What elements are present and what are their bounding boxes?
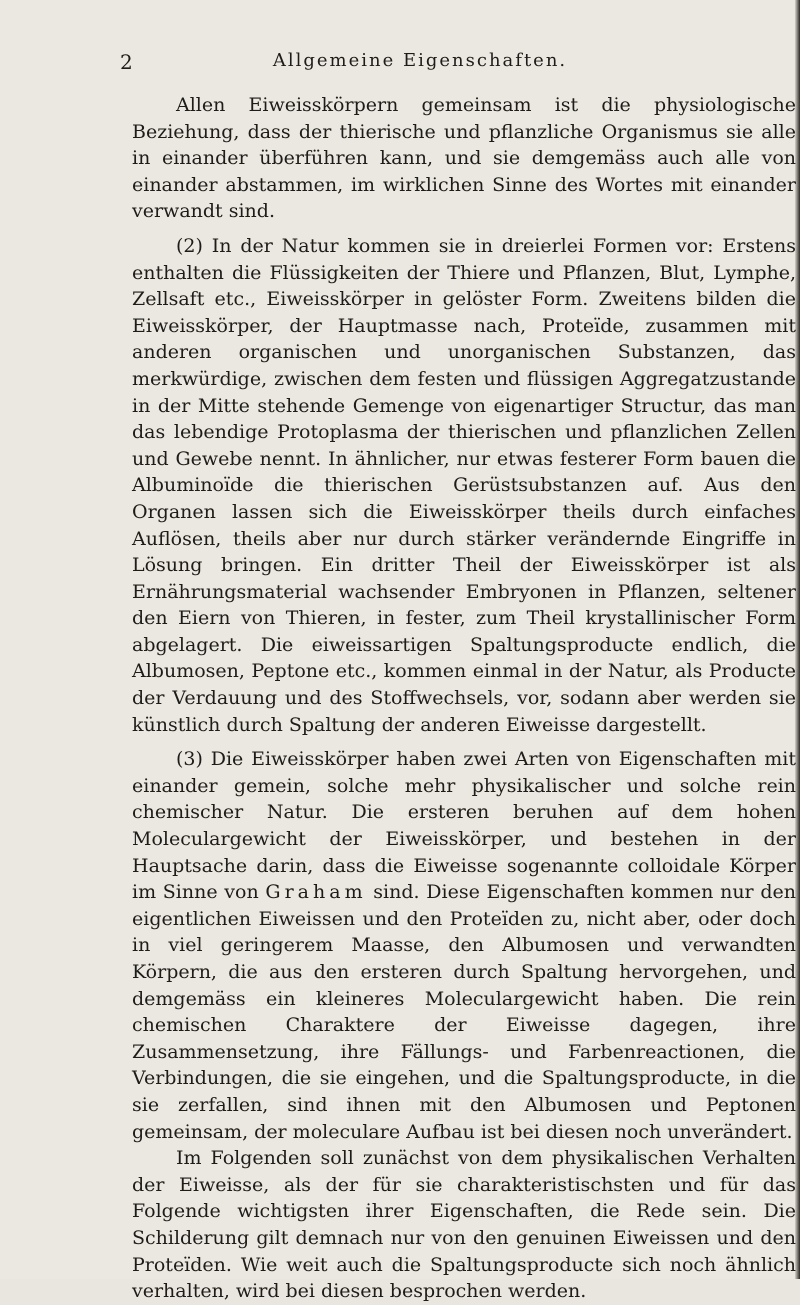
running-head: Allgemeine Eigenschaften. bbox=[272, 50, 568, 71]
paragraph-3-text-a: (3) Die Eiweisskörper haben zwei Arten von Eigenschaften mit einander gemein, solche mehr physikalischer und solche rein chemischer Natur. Die ersteren beruhen auf dem hohen Moleculargewicht der Eiweisskörper, und bestehen in der Hauptsache darin, dass die Eiweisse sogenannte colloidale Körper im Sinne von bbox=[132, 748, 796, 904]
body-text bbox=[132, 92, 796, 1305]
paragraph-1: Allen Eiweisskörpern gemeinsam ist die physiologische Beziehung, dass der thierische und pflanzliche Organismus sie alle in einander überführen kann, und sie demgemäss auch alle von einander abstammen, im wirklichen Sinne des Wortes mit einander verwandt sind. bbox=[132, 94, 796, 223]
paragraph-2: (2) In der Natur kommen sie in dreierlei Formen vor: Erstens enthalten die Flüssigkeiten der Thiere und Pflanzen, Blut, Lymphe, Zellsaft etc., Eiweisskörper in gelöster Form. Zweitens bilden die Eiweisskörper, der Hauptmasse nach, Proteïde, zusammen mit anderen organischen und unorganischen Substanzen, das merkwürdige, zwischen dem festen und flüssigen Aggregatzustande in der Mitte stehende Gemenge von eigenartiger Structur, das man das lebendige Protoplasma der thierischen und pflanzlichen Zellen und Gewebe nennt. In ähnlicher, nur etwas festerer Form bauen die Albuminoïde die thierischen Gerüstsubstanzen auf. Aus den Organen lassen sich die Eiweisskörper theils durch einfaches Auflösen, theils aber nur durch stärker verändernde Eingriffe in Lösung bringen. Ein dritter Theil der Eiweisskörper ist als Ernährungsmaterial wachsender Embryonen in Pflanzen, seltener den Eiern von Thieren, in fester, zum Theil krystallinischer Form abgelagert. Die eiweissartigen Spaltungsproducte endlich, die Albumosen, Peptone etc., kommen einmal in der Natur, als Producte der Verdauung und des Stoffwechsels, vor, sodann aber werden sie künstlich durch Spaltung der anderen Eiweisse dargestellt. bbox=[132, 234, 796, 736]
author-name-graham: Graham bbox=[265, 881, 367, 904]
paragraph-3-text-b: sind. Diese Eigenschaften kommen nur den eigentlichen Eiweissen und den Proteïden zu, nicht aber, oder doch in viel geringerem Maasse, den Albumosen und verwandten Körpern, die aus den ersteren durch Spaltung hervorgehen, und demgemäss ein kleineres Moleculargewicht haben. Die rein chemischen Charaktere der Eiweisse dagegen, ihre Zusammensetzung, ihre Fällungs- und Farbenreactionen, die Verbindungen, die sie eingehen, und die Spaltungsproducte, in die sie zerfallen, sind ihnen mit den Albumosen und Peptonen gemeinsam, der moleculare Aufbau ist bei diesen noch unverändert. bbox=[132, 881, 796, 1143]
paragraph-3 bbox=[132, 746, 796, 1145]
page-number: 2 bbox=[120, 50, 133, 74]
paragraph-4: Im Folgenden soll zunächst von dem physikalischen Verhalten der Eiweisse, als der für sie charakteristischsten und für das Folgende wichtigsten ihrer Eigenschaften, die Rede sein. Die Schilderung gilt demnach nur von den genuinen Eiweissen und den Proteïden. Wie weit auch die Spaltungsproducte sich noch ähnlich verhalten, wird bei diesen besprochen werden. bbox=[132, 1147, 796, 1303]
